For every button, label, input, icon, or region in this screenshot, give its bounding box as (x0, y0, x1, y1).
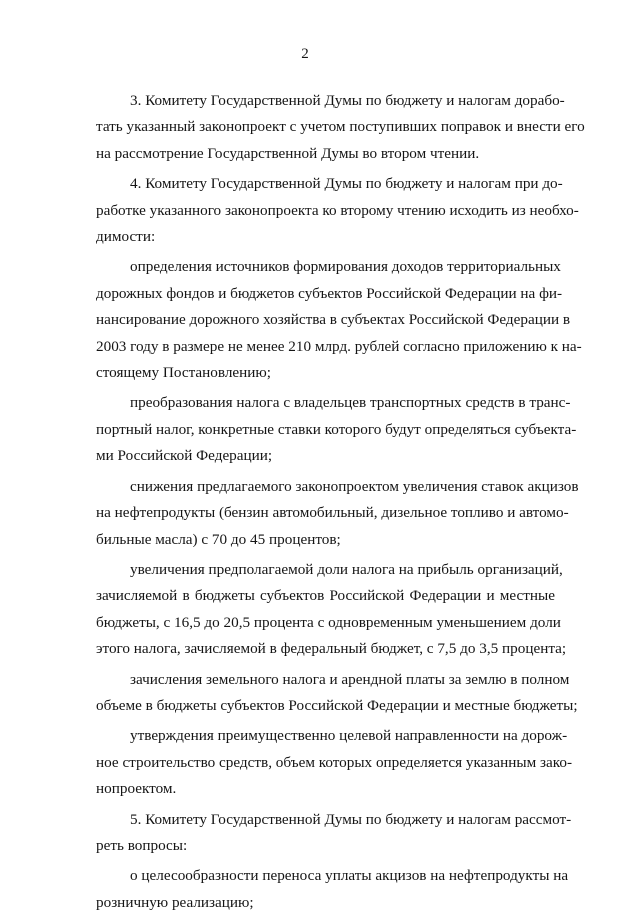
text-line: розничную реализацию; (96, 893, 254, 911)
text-line: бильные масла) с 70 до 45 процентов; (96, 530, 341, 548)
paragraph-4-item-4 (62, 557, 567, 663)
paragraph-5 (62, 807, 572, 860)
paragraph-4 (62, 171, 579, 250)
text-line: объеме в бюджеты субъектов Российской Федерации и местные бюджеты; (96, 696, 578, 714)
paragraph-4-item-3 (62, 474, 579, 553)
text-line: определения источников формирования доходов территориальных (130, 258, 561, 276)
text-line: нансирование дорожного хозяйства в субъектах Российской Федерации в (96, 311, 571, 329)
text-line: увеличения предполагаемой доли налога на прибыль организаций, (130, 560, 563, 578)
text-line: о целесообразности переноса уплаты акцизов на нефтепродукты на (130, 867, 569, 885)
paragraph-4-item-6 (62, 723, 573, 802)
text-line: этого налога, зачисляемой в федеральный бюджет, с 7,5 до 3,5 процента; (96, 640, 567, 658)
text-line: зачисляемой в бюджеты субъектов Российской Федерации и местные (96, 587, 555, 605)
text-line: преобразования налога с владельцев транспортных средств в транс- (130, 394, 571, 412)
text-line: ми Российской Федерации; (96, 447, 273, 465)
text-line: стоящему Постановлению; (96, 364, 271, 382)
text-line: бюджеты, с 16,5 до 20,5 процента с одновременным уменьшением доли (96, 613, 561, 631)
page-number: 2 (301, 46, 309, 62)
text-line: нопроектом. (96, 780, 177, 798)
text-line: реть вопросы: (96, 836, 188, 854)
text-line: зачисления земельного налога и арендной платы за землю в полном (130, 670, 570, 688)
paragraph-4-item-1 (62, 254, 582, 386)
paragraph-4-item-5 (62, 667, 578, 720)
text-line: димости: (96, 228, 156, 246)
paragraph-4-item-2 (62, 390, 577, 469)
text-line: на нефтепродукты (бензин автомобильный, дизельное топливо и автомо- (96, 504, 569, 522)
text-line: 2003 году в размере не менее 210 млрд. рублей согласно приложению к на- (96, 337, 582, 355)
text-line: 3. Комитету Государственной Думы по бюджету и налогам дорабо- (130, 92, 565, 109)
text-line: 5. Комитету Государственной Думы по бюджету и налогам рассмот- (130, 810, 572, 828)
text-line: тать указанный законопроект с учетом поступивших поправок и внести его (96, 118, 585, 136)
text-line: работке указанного законопроекта ко второму чтению исходить из необхо- (96, 201, 579, 219)
text-line: 4. Комитету Государственной Думы по бюджету и налогам при до- (130, 175, 563, 193)
paragraph-3 (62, 88, 585, 167)
document-body (62, 88, 585, 920)
text-line: на рассмотрение Государственной Думы во втором чтении. (96, 144, 480, 162)
text-line: дорожных фондов и бюджетов субъектов Российской Федерации на фи- (96, 284, 563, 302)
text-line: снижения предлагаемого законопроектом увеличения ставок акцизов (130, 477, 579, 495)
paragraph-5-item-1 (62, 863, 569, 916)
text-line: ное строительство средств, объем которых определяется указанным зако- (96, 753, 573, 771)
text-line: портный налог, конкретные ставки которого будут определяться субъекта- (96, 420, 577, 438)
text-line: утверждения преимущественно целевой направленности на дорож- (130, 727, 568, 745)
